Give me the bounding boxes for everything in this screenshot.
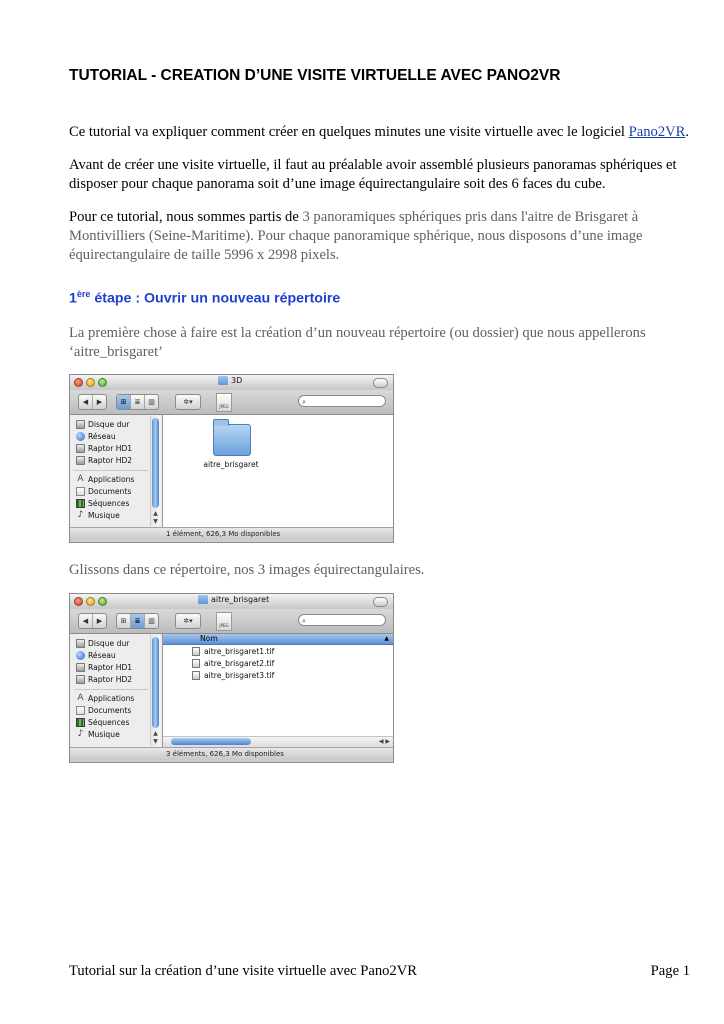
toolbar-toggle-button[interactable] xyxy=(373,597,388,607)
column-header-label: Nom xyxy=(200,634,218,643)
window-content xyxy=(70,634,393,747)
action-button[interactable] xyxy=(175,394,201,410)
folder-icon xyxy=(198,595,208,604)
network-icon xyxy=(76,651,85,660)
window-titlebar[interactable] xyxy=(70,375,393,390)
scroll-down-arrow-icon[interactable]: ▼ xyxy=(153,518,158,525)
sidebar-item-reseau[interactable]: Réseau xyxy=(76,432,116,441)
column-view-icon[interactable]: ▥ xyxy=(148,398,155,406)
intro-text: Ce tutorial va expliquer comment créer en quelques minutes une visite virtuelle avec le logiciel xyxy=(69,124,629,140)
footer-title: Tutorial sur la création d’une visite virtuelle avec Pano2VR xyxy=(69,963,418,979)
source-lead: Pour ce tutorial, nous sommes partis de xyxy=(69,209,303,225)
folder-name[interactable]: aitre_brisgaret xyxy=(203,460,259,469)
hard-disk-icon xyxy=(76,420,85,429)
scroll-up-arrow-icon[interactable]: ▲ xyxy=(153,730,158,737)
sidebar-scrollbar[interactable] xyxy=(150,635,160,746)
intro-paragraph xyxy=(69,123,699,142)
sidebar-item-disque-dur[interactable]: Disque dur xyxy=(76,639,129,648)
sort-arrow-icon: ▲ xyxy=(384,635,389,642)
folder-icon[interactable] xyxy=(213,424,251,456)
hard-disk-icon xyxy=(76,444,85,453)
hard-disk-icon xyxy=(76,639,85,648)
file-row[interactable]: aitre_brisgaret3.tif xyxy=(192,671,274,680)
document-title: TUTORIAL - CREATION D’UNE VISITE VIRTUELLE AVEC PANO2VR xyxy=(69,67,561,84)
sidebar-item-raptor-hd1[interactable]: Raptor HD1 xyxy=(76,444,132,453)
sidebar-item-reseau[interactable]: Réseau xyxy=(76,651,116,660)
hard-disk-icon xyxy=(76,675,85,684)
view-buttons xyxy=(116,394,159,410)
navigation-buttons xyxy=(78,613,107,629)
prerequisite-paragraph: Avant de créer une visite virtuelle, il faut au préalable avoir assemblé plusieurs panoramas sphériques et disposer pour chaque panorama soit d’une image équirectangulaire soit des 6 faces du cube. xyxy=(69,157,677,192)
sidebar-divider xyxy=(74,470,148,471)
window-content xyxy=(70,415,393,527)
sidebar-divider xyxy=(74,689,148,690)
pano2vr-link[interactable]: Pano2VR xyxy=(628,124,686,140)
window-title-text: 3D xyxy=(231,376,243,385)
hard-disk-icon xyxy=(76,663,85,672)
icon-view-icon[interactable]: ⊞ xyxy=(117,395,131,409)
tif-file-icon xyxy=(192,647,200,656)
zoom-button[interactable] xyxy=(98,378,107,387)
step-ordinal: ère xyxy=(76,289,91,299)
sidebar-item-raptor-hd2[interactable]: Raptor HD2 xyxy=(76,675,132,684)
drag-images-paragraph: Glissons dans ce répertoire, nos 3 images équirectangulaires. xyxy=(69,562,425,578)
list-view-icon[interactable]: ≣ xyxy=(131,395,145,409)
status-bar: 1 élément, 626,3 Mo disponibles xyxy=(70,527,393,540)
gear-icon[interactable]: ✲▾ xyxy=(183,617,193,625)
sidebar-item-sequences[interactable]: Séquences xyxy=(76,499,129,508)
network-icon xyxy=(76,432,85,441)
finder-window-3d xyxy=(69,374,394,543)
scrollbar-thumb[interactable] xyxy=(171,738,251,745)
tif-file-icon xyxy=(192,659,200,668)
hard-disk-icon xyxy=(76,456,85,465)
scroll-down-arrow-icon[interactable]: ▼ xyxy=(153,738,158,745)
sidebar-item-disque-dur[interactable]: Disque dur xyxy=(76,420,129,429)
scrollbar-thumb[interactable] xyxy=(152,637,159,728)
finder-window-aitre-brisgaret xyxy=(69,593,394,763)
search-field[interactable] xyxy=(298,395,386,407)
sidebar-item-musique[interactable]: ♪ Musique xyxy=(77,510,120,520)
back-arrow-icon[interactable]: ◀ xyxy=(79,614,93,628)
zoom-button[interactable] xyxy=(98,597,107,606)
action-button[interactable] xyxy=(175,613,201,629)
window-title xyxy=(198,595,269,604)
window-titlebar[interactable] xyxy=(70,594,393,609)
intro-period: . xyxy=(685,124,690,140)
status-bar: 3 éléments, 626,3 Mo disponibles xyxy=(70,747,393,760)
sidebar-item-documents[interactable]: Documents xyxy=(76,706,131,715)
scroll-up-arrow-icon[interactable]: ▲ xyxy=(153,510,158,517)
tif-file-icon xyxy=(192,671,200,680)
toolbar-toggle-button[interactable] xyxy=(373,378,388,388)
music-icon: ♪ xyxy=(77,729,84,739)
music-icon: ♪ xyxy=(77,510,84,520)
search-icon: ⌕ xyxy=(302,617,306,625)
minimize-button[interactable] xyxy=(86,378,95,387)
close-button[interactable] xyxy=(74,597,83,606)
sidebar-item-sequences[interactable]: Séquences xyxy=(76,718,129,727)
sidebar xyxy=(70,634,163,747)
search-field[interactable] xyxy=(298,614,386,626)
file-row[interactable]: aitre_brisgaret1.tif xyxy=(192,647,274,656)
close-button[interactable] xyxy=(74,378,83,387)
sidebar-item-applications[interactable]: A Applications xyxy=(77,693,135,703)
scrollbar-thumb[interactable] xyxy=(152,418,159,508)
column-view-icon[interactable]: ▥ xyxy=(148,617,155,625)
view-buttons xyxy=(116,613,159,629)
sidebar-item-applications[interactable]: A Applications xyxy=(77,474,135,484)
documents-icon xyxy=(76,487,85,496)
movies-icon xyxy=(76,499,85,508)
window-toolbar xyxy=(70,390,393,415)
sidebar xyxy=(70,415,163,527)
page-number: Page 1 xyxy=(650,963,690,979)
applications-icon: A xyxy=(77,693,84,703)
step-number: 1 xyxy=(69,290,77,307)
create-folder-paragraph: La première chose à faire est la création d’un nouveau répertoire (ou dossier) que nous appellerons ‘aitre_brisgaret’ xyxy=(69,325,646,360)
forward-arrow-icon[interactable]: ▶ xyxy=(96,617,103,625)
sidebar-item-raptor-hd2[interactable]: Raptor HD2 xyxy=(76,456,132,465)
window-title xyxy=(218,376,242,385)
jpeg-file-icon[interactable]: JPEG xyxy=(216,612,232,631)
list-view-icon[interactable]: ≣ xyxy=(131,614,145,628)
scroll-arrows-icon[interactable]: ◀ ▶ xyxy=(378,738,390,745)
source-paragraph xyxy=(69,208,699,265)
step-1-heading xyxy=(69,289,340,307)
gear-icon[interactable]: ✲▾ xyxy=(183,398,193,406)
file-row[interactable]: aitre_brisgaret2.tif xyxy=(192,659,274,668)
jpeg-file-icon[interactable]: JPEG xyxy=(216,393,232,412)
movies-icon xyxy=(76,718,85,727)
column-header-name[interactable] xyxy=(163,634,393,645)
sidebar-item-documents[interactable]: Documents xyxy=(76,487,131,496)
back-arrow-icon[interactable]: ◀ xyxy=(79,395,93,409)
sidebar-item-musique[interactable]: ♪ Musique xyxy=(77,729,120,739)
sidebar-item-raptor-hd1[interactable]: Raptor HD1 xyxy=(76,663,132,672)
horizontal-scrollbar[interactable] xyxy=(163,736,393,747)
sidebar-scrollbar[interactable] xyxy=(150,416,160,526)
source-details: 3 panoramiques sphériques pris dans l'aitre de Brisgaret à Montivilliers (Seine-Maritime). Pour chaque panoramique sphérique, nous disposons d’une image équirectangulaire de taille 5996 x 2998 pixels. xyxy=(69,209,643,263)
window-toolbar xyxy=(70,609,393,634)
documents-icon xyxy=(76,706,85,715)
applications-icon: A xyxy=(77,474,84,484)
minimize-button[interactable] xyxy=(86,597,95,606)
navigation-buttons xyxy=(78,394,107,410)
step-text: étape : Ouvrir un nouveau répertoire xyxy=(90,290,341,307)
folder-icon xyxy=(218,376,228,385)
forward-arrow-icon[interactable]: ▶ xyxy=(96,398,103,406)
icon-view-icon[interactable]: ⊞ xyxy=(117,614,131,628)
window-title-text: aitre_brisgaret xyxy=(211,595,270,604)
search-icon: ⌕ xyxy=(302,398,306,406)
